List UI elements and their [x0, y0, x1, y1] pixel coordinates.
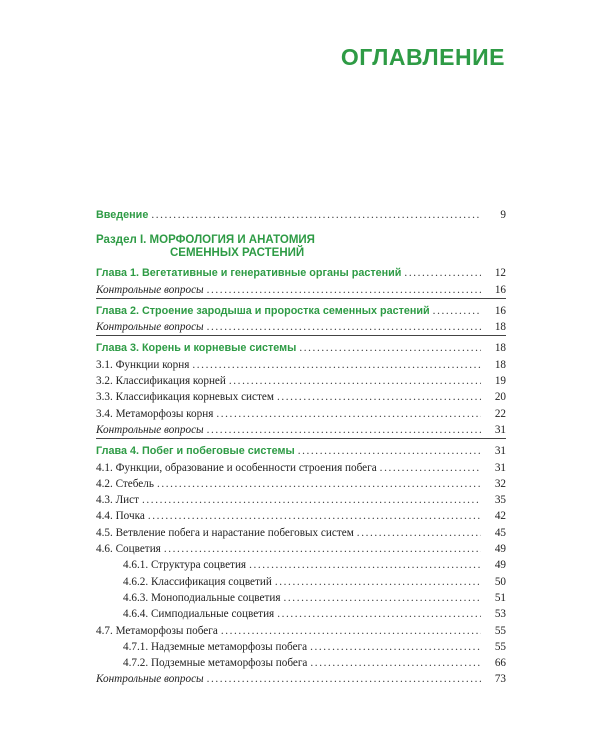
- toc-page-number: 31: [494, 423, 506, 436]
- leader-dots: [277, 606, 481, 622]
- leader-dots: [148, 508, 481, 524]
- toc-entry-label: 4.6.4. Симподиальные соцветия: [123, 608, 275, 621]
- toc-page-number: 32: [494, 477, 506, 490]
- toc-page-number: 49: [494, 559, 506, 572]
- toc-page-number: 73: [494, 673, 506, 686]
- toc-entry-label: Контрольные вопросы: [96, 423, 204, 436]
- toc-entry[interactable]: [96, 460, 506, 476]
- toc-entry-label: Введение: [96, 209, 149, 221]
- toc-entry-label: 4.6.2. Классификация соцветий: [123, 575, 272, 588]
- leader-dots: [207, 671, 481, 687]
- toc-entry-label: 4.6. Соцветия: [96, 543, 161, 556]
- toc-page-number: 16: [494, 283, 506, 296]
- toc-page-number: 49: [494, 543, 506, 556]
- toc-entry[interactable]: [96, 655, 506, 671]
- toc-entry-label: Контрольные вопросы: [96, 673, 204, 686]
- leader-dots: [207, 319, 481, 335]
- leader-dots: [216, 406, 481, 422]
- leader-dots: [164, 541, 481, 557]
- toc-entry[interactable]: [96, 373, 506, 389]
- toc-page-number: 66: [494, 657, 506, 670]
- leader-dots: [192, 357, 481, 373]
- toc-entry-label: 4.7.2. Подземные метаморфозы побега: [123, 657, 308, 670]
- toc-entry-label: 4.2. Стебель: [96, 477, 154, 490]
- toc-page-number: 35: [494, 494, 506, 507]
- toc-entry-intro[interactable]: [96, 207, 506, 223]
- toc-entry-label: 4.7.1. Надземные метаморфозы побега: [123, 640, 308, 653]
- section-heading-line-1: Раздел I. МОРФОЛОГИЯ И АНАТОМИЯ: [96, 234, 315, 247]
- leader-dots: [310, 655, 481, 671]
- toc-page-number: 22: [494, 407, 506, 420]
- toc-entry[interactable]: [96, 525, 506, 541]
- leader-dots: [207, 422, 481, 438]
- toc-chapter[interactable]: [96, 303, 506, 319]
- toc-chapter[interactable]: [96, 443, 506, 459]
- leader-dots: [221, 623, 481, 639]
- leader-dots: [249, 557, 481, 573]
- toc-page-number: 42: [494, 510, 506, 523]
- toc-page-number: 19: [494, 375, 506, 388]
- toc-entry[interactable]: [96, 389, 506, 405]
- toc-entry[interactable]: [96, 541, 506, 557]
- leader-dots: [310, 639, 481, 655]
- leader-dots: [142, 492, 481, 508]
- leader-dots: [275, 574, 481, 590]
- toc-entry[interactable]: [96, 557, 506, 573]
- toc-entry[interactable]: [96, 492, 506, 508]
- toc-page-number: 9: [500, 209, 506, 221]
- toc-page-number: 31: [494, 445, 506, 458]
- toc-entry-label: Глава 1. Вегетативные и генеративные органы растений: [96, 267, 402, 280]
- leader-dots: [151, 207, 481, 223]
- leader-dots: [380, 460, 481, 476]
- toc-entry[interactable]: [96, 623, 506, 639]
- toc-entry[interactable]: [96, 606, 506, 622]
- toc-page-number: 18: [494, 342, 506, 355]
- toc-entry[interactable]: [96, 357, 506, 373]
- toc-entry-label: 4.1. Функции, образование и особенности строения побега: [96, 461, 377, 474]
- leader-dots: [357, 525, 481, 541]
- toc-page-number: 50: [494, 575, 506, 588]
- toc-entry[interactable]: [96, 476, 506, 492]
- leader-dots: [298, 443, 481, 459]
- toc-entry-label: 3.1. Функции корня: [96, 358, 190, 371]
- toc-entry-label: Глава 2. Строение зародыша и проростка семенных растений: [96, 304, 430, 317]
- toc-entry-label: Глава 3. Корень и корневые системы: [96, 342, 297, 355]
- toc-page-number: 16: [494, 304, 506, 317]
- toc-entry[interactable]: [96, 639, 506, 655]
- toc-page-number: 20: [494, 391, 506, 404]
- leader-dots: [229, 373, 481, 389]
- leader-dots: [157, 476, 481, 492]
- toc-entry-label: Контрольные вопросы: [96, 283, 204, 296]
- toc-entry[interactable]: [96, 508, 506, 524]
- toc-page-number: 55: [494, 640, 506, 653]
- toc-chapter[interactable]: [96, 340, 506, 356]
- toc-entry-label: Глава 4. Побег и побеговые системы: [96, 445, 295, 458]
- toc-page-number: 12: [494, 267, 506, 280]
- toc-entry-label: 4.6.3. Моноподиальные соцветия: [123, 591, 281, 604]
- toc-entry-label: 3.4. Метаморфозы корня: [96, 407, 214, 420]
- toc-entry-label: Контрольные вопросы: [96, 321, 204, 334]
- toc-entry[interactable]: [96, 574, 506, 590]
- toc-page-number: 53: [494, 608, 506, 621]
- toc-review-questions[interactable]: [96, 282, 506, 299]
- toc-review-questions[interactable]: [96, 319, 506, 336]
- leader-dots: [299, 340, 481, 356]
- toc-page-number: 18: [494, 321, 506, 334]
- toc-entries: [96, 265, 506, 687]
- toc-entry-label: 4.7. Метаморфозы побега: [96, 624, 218, 637]
- section-heading: [96, 234, 506, 260]
- toc-chapter[interactable]: [96, 265, 506, 281]
- toc-page-number: 55: [494, 624, 506, 637]
- leader-dots: [404, 265, 481, 281]
- toc-entry-label: 4.5. Ветвление побега и нарастание побеговых систем: [96, 526, 354, 539]
- toc-page-number: 51: [494, 591, 506, 604]
- leader-dots: [284, 590, 481, 606]
- leader-dots: [207, 282, 481, 298]
- toc-page-number: 18: [494, 358, 506, 371]
- toc-entry-label: 4.3. Лист: [96, 494, 140, 507]
- toc-entry[interactable]: [96, 590, 506, 606]
- leader-dots: [277, 389, 481, 405]
- leader-dots: [433, 303, 481, 319]
- toc-entry-label: 4.6.1. Структура соцветия: [123, 559, 247, 572]
- toc-review-questions[interactable]: [96, 422, 506, 439]
- section-heading-line-2: СЕМЕННЫХ РАСТЕНИЙ: [170, 247, 305, 260]
- toc-page-number: 45: [494, 526, 506, 539]
- table-of-contents: [96, 207, 506, 688]
- toc-entry-label: 4.4. Почка: [96, 510, 145, 523]
- toc-entry-label: 3.2. Классификация корней: [96, 375, 226, 388]
- toc-page-number: 31: [494, 461, 506, 474]
- page-title: ОГЛАВЛЕНИЕ: [340, 44, 505, 70]
- toc-entry[interactable]: [96, 406, 506, 422]
- toc-entry-label: 3.3. Классификация корневых систем: [96, 391, 274, 404]
- toc-review-questions[interactable]: [96, 671, 506, 687]
